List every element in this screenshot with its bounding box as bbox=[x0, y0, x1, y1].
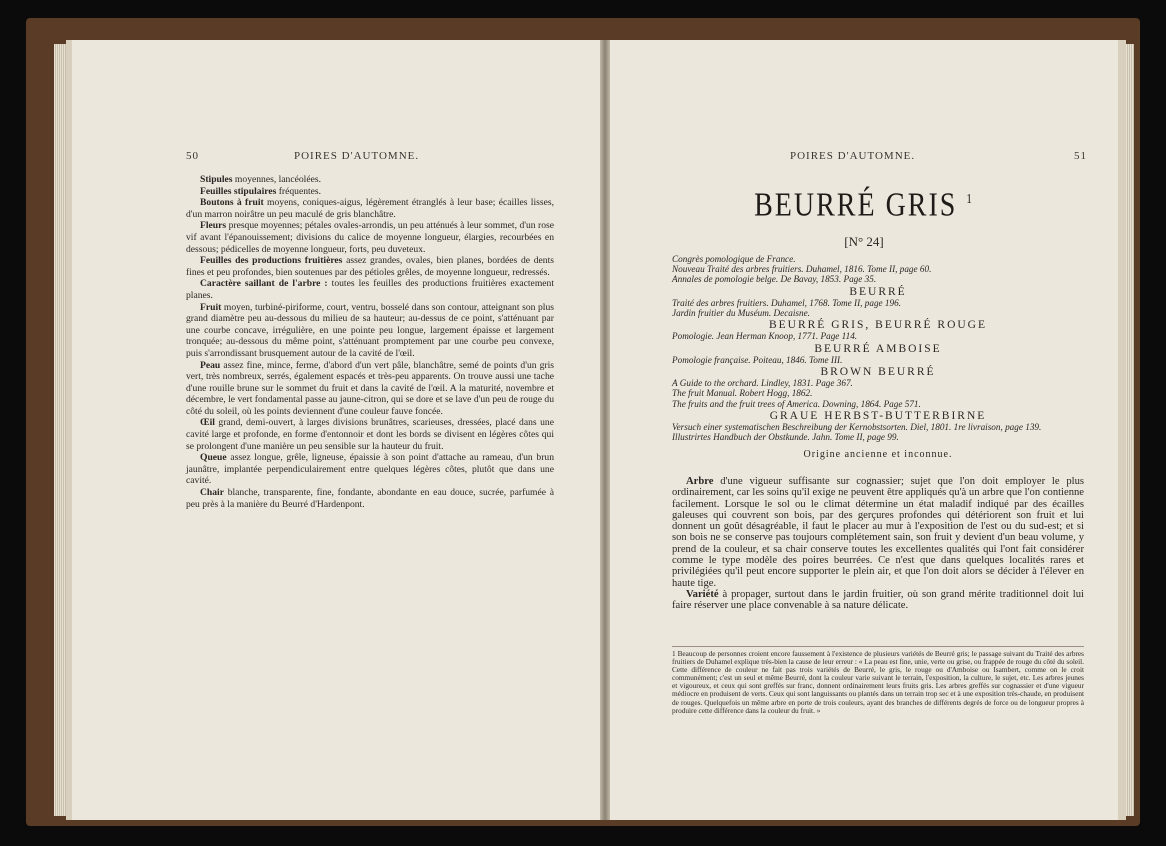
reference-line: A Guide to the orchard. Lindley, 1831. Page 367. bbox=[672, 378, 853, 389]
left-page-number: 50 bbox=[186, 150, 199, 162]
left-body-text bbox=[186, 174, 554, 510]
book-spread bbox=[26, 18, 1140, 826]
synonym-heading: BEURRÉ GRIS, BEURRÉ ROUGE bbox=[768, 319, 988, 332]
right-body-text bbox=[672, 476, 1084, 612]
reference-line: The fruits and the fruit trees of America. Downing, 1864. Page 571. bbox=[672, 398, 921, 409]
left-paragraph-label: Peau bbox=[200, 359, 221, 371]
reference-line: Pomologie française. Poiteau, 1846. Tome III. bbox=[672, 354, 843, 365]
left-paragraph-label: Fruit bbox=[200, 301, 222, 313]
left-paragraph-label: Caractère saillant de l'arbre : bbox=[200, 278, 328, 290]
left-page bbox=[66, 40, 606, 820]
right-paragraph-text: à propager, surtout dans le jardin fruitier, où son grand mérite traditionnel doit lui faire réserver une place convenable à sa nature délicate. bbox=[672, 588, 1084, 612]
left-paragraph-label: Chair bbox=[200, 487, 224, 499]
left-paragraph-label: Fleurs bbox=[200, 220, 227, 232]
left-paragraph-text: assez grandes, ovales, bien planes, bordées de dents fines et peu profondes, bien soutenues par des pétioles grêles, de moyenne longueur, redressés. bbox=[186, 255, 554, 278]
reference-line: Versuch einer systematischen Beschreibung der Kernobstsorten. Diel, 1801. 1re livraison, page 139. bbox=[672, 422, 1042, 433]
synonym-heading: GRAUE HERBST-BUTTERBIRNE bbox=[769, 409, 987, 422]
variety-title-text: BEURRÉ GRIS bbox=[754, 186, 958, 224]
right-paragraph bbox=[672, 476, 1084, 589]
left-paragraph bbox=[186, 360, 554, 418]
left-paragraph-text: assez fine, mince, ferme, d'abord d'un vert pâle, blanchâtre, semé de points d'un gris vert, très nombreux, serrés, également espacés et très-peu apparents. On trouve aussi une tache d'une rouille brune sur le sommet du fruit et dans la cavité de l'œil. A la maturité, novembre et décembre, le vert fondamental passe au jaune-citron, qui se dore et se lave d'un peu de rouge du côté du soleil, où les points deviennent d'une couleur fauve foncée. bbox=[186, 359, 554, 417]
title-footnote-mark: 1 bbox=[966, 192, 974, 207]
left-paragraph bbox=[186, 186, 554, 198]
right-paragraph-label: Arbre bbox=[686, 476, 714, 487]
left-paragraph bbox=[186, 174, 554, 186]
footnote: 1 Beaucoup de personnes croient encore faussement à l'existence de plusieurs variétés de Beurré gris; le passage suivant du Traité des arbres fruitiers de Duhamel explique très-bien la cause de leur erreur : « La peau est fine, unie, verte ou grise, ou frappée de rouge du côté du soleil. Cette différence de couleur ne fait pas trois variétés de Beurré, le gris, le rouge ou d'Amboise ou Isambert, comme on le croit communément; c'est un seul et même Beurré, dont la couleur varie suivant le terrain, l'exposition, la culture, le sujet, etc. Les arbres jeunes et vigoureux, et ceux qui sont greffés sur franc, donnent ordinairement leurs fruits gris. Les arbres greffés sur cognassier et d'une vigueur médiocre en produisent de verts. Ceux qui sont languissants ou plantés dans un terrain trop sec et à une exposition très-chaude, en produisent de rouges. Quelquefois un même arbre en porte de trois couleurs, ayant des branches de différents degrés de force ou de longueur propres à produire cette différence dans la couleur du fruit. » bbox=[672, 646, 1084, 715]
gutter bbox=[600, 40, 610, 820]
reference-line: The fruit Manual. Robert Hogg, 1862. bbox=[672, 388, 813, 399]
reference-line: Jardin fruitier du Muséum. Decaisne. bbox=[672, 308, 810, 319]
left-paragraph-label: Boutons à fruit bbox=[200, 197, 264, 209]
variety-title bbox=[610, 187, 1118, 225]
synonym-heading: BROWN BEURRÉ bbox=[820, 366, 936, 379]
synonym-heading: BEURRÉ AMBOISE bbox=[814, 342, 942, 355]
left-paragraph-text: moyen, turbiné-piriforme, court, ventru, bosselé dans son contour, atteignant son plus grand diamètre peu au-dessous du milieu de sa hauteur; au-dessus de ce point, s'atténuant par une courbe concave, irrégulière, en une pointe peu longue, largement épaisse et largement tronquée; au-dessous du même point, s'atténuant promptement par une courbe peu convexe, puis s'arrondissant brusquement autour de la cavité de l'œil. bbox=[186, 301, 554, 359]
left-paragraph bbox=[186, 417, 554, 452]
reference-line: Congrès pomologique de France. bbox=[672, 254, 796, 264]
reference-line: Traité des arbres fruitiers. Duhamel, 1768. Tome II, page 196. bbox=[672, 297, 902, 308]
reference-line: Annales de pomologie belge. De Bavay, 1853. Page 35. bbox=[672, 274, 877, 285]
left-paragraph-text: toutes les feuilles des productions fruitières exactement planes. bbox=[186, 278, 554, 301]
right-page bbox=[610, 40, 1126, 820]
right-paragraph bbox=[672, 589, 1084, 612]
left-paragraph-label: Stipules bbox=[200, 174, 233, 185]
left-paragraph bbox=[186, 220, 554, 255]
left-paragraph bbox=[186, 302, 554, 360]
left-running-head: POIRES D'AUTOMNE. bbox=[294, 150, 420, 162]
left-paragraph-text: presque moyennes; pétales ovales-arrondis, un peu atténués à leur sommet, d'un rose vif avant l'épanouissement; divisions du calice de moyenne longueur, élargies, recourbées en dessous; pédicelles de moyenne longueur, forts, peu duveteux. bbox=[186, 220, 554, 255]
references-list bbox=[672, 254, 1084, 461]
left-paragraph-label: Queue bbox=[200, 452, 227, 464]
left-paragraph-text: moyens, coniques-aigus, légèrement étranglés à leur base; écailles lisses, d'un marron noirâtre un peu maculé de gris blanchâtre. bbox=[186, 197, 554, 220]
reference-line: Illustrirtes Handbuch der Obstkunde. Jahn. Tome II, page 99. bbox=[672, 432, 899, 443]
right-running-head: POIRES D'AUTOMNE. bbox=[790, 150, 916, 162]
right-paragraph-label: Variété bbox=[686, 588, 719, 600]
left-paragraph-label: Feuilles des productions fruitières bbox=[200, 255, 343, 267]
left-paragraph-text: grand, demi-ouvert, à larges divisions brunâtres, scarieuses, dressées, placé dans une cavité large et profonde, en forme d'entonnoir et dont les bords se divisent en légères côtes qui se prolongent d'une manière un peu sensible sur la hauteur du fruit. bbox=[186, 417, 554, 452]
reference-line: Nouveau Traité des arbres fruitiers. Duhamel, 1816. Tome II, page 60. bbox=[672, 264, 932, 275]
left-paragraph-text: blanche, transparente, fine, fondante, abondante en eau douce, sucrée, parfumée à peu près à la manière du Beurré d'Hardenpont. bbox=[186, 487, 554, 510]
left-paragraph bbox=[186, 487, 554, 510]
variety-number: [N° 24] bbox=[844, 234, 884, 249]
left-paragraph-label: Œil bbox=[200, 417, 215, 429]
left-paragraph bbox=[186, 255, 554, 278]
left-paragraph bbox=[186, 278, 554, 301]
left-paragraph-label: Feuilles stipulaires bbox=[200, 185, 277, 197]
synonym-heading: BEURRÉ bbox=[849, 285, 907, 298]
left-paragraph-text: assez longue, grêle, ligneuse, épaissie à son point d'attache au rameau, d'un brun jaunâtre, implantée perpendiculairement entre quelques légères côtes, plutôt que dans une cavité. bbox=[186, 452, 554, 487]
origin-line: Origine ancienne et inconnue. bbox=[803, 449, 953, 461]
left-paragraph-text: fréquentes. bbox=[276, 185, 322, 197]
left-paragraph bbox=[186, 452, 554, 487]
right-paragraph-text: d'une vigueur suffisante sur cognassier; sujet que l'on doit employer le plus ordinairement, car les soins qu'il exige ne peuvent être appliqués qu'à un arbre que l'on contienne facilement. Lorsque le sol ou le climat détermine un état maladif indiqué par des écailles galeuses qui couvrent son bois, par des gerçures profondes qui détériorent son fruit et lui donnent un goût désagréable, il faut le placer au mur à l'exposition de l'est ou du sud-est; et si son bois ne se conserve pas toujours complétement sain, son fruit y devient d'un beau volume, y prend de la couleur, et sa chair conserve toutes les excellentes qualités qui l'ont fait considérer comme le type modèle des poires beurrées. Ce n'est que dans quelques localités rares et privilégiées qu'il peut encore supporter le plein air, et que l'on doit alors se décider à l'élever en haute tige. bbox=[672, 476, 1084, 589]
reference-line: Pomologie. Jean Herman Knoop, 1771. Page 114. bbox=[672, 331, 858, 342]
left-paragraph-text: moyennes, lancéolées. bbox=[232, 174, 321, 185]
right-page-number: 51 bbox=[1074, 150, 1087, 162]
left-paragraph bbox=[186, 197, 554, 220]
